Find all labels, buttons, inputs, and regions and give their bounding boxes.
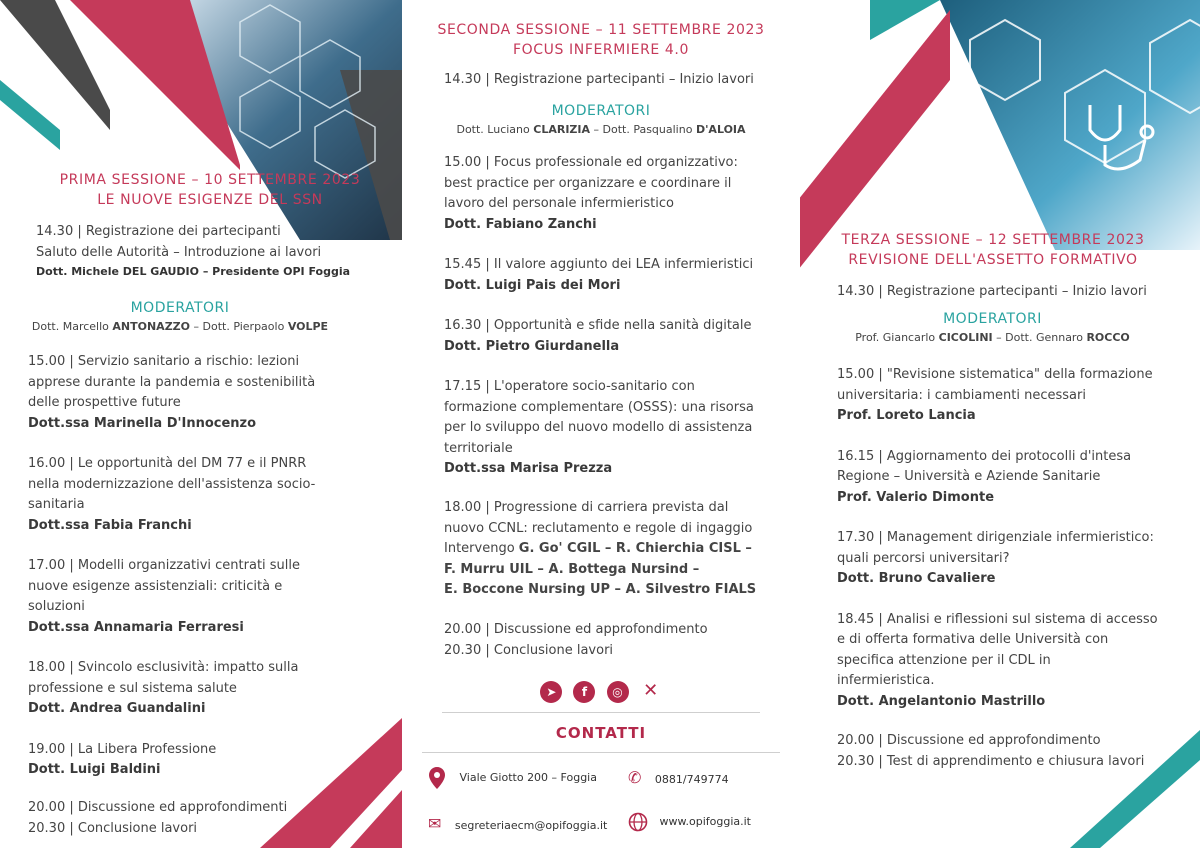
speaker-name: Dott.ssa Annamaria Ferraresi	[28, 619, 244, 635]
speaker-name: Dott. Pietro Giurdanella	[444, 338, 620, 354]
speakers-line: G. Go' CGIL – R. Chierchia CISL –	[518, 541, 752, 556]
phone-icon: ✆	[628, 768, 642, 787]
program-item-career	[444, 498, 796, 601]
instagram-icon[interactable]: ◎	[607, 681, 629, 703]
item-line: universitaria: i cambiamenti necessari	[837, 387, 1086, 403]
program-item	[837, 610, 1197, 713]
closing-block	[28, 798, 388, 839]
intervengo-label: Intervengo	[444, 541, 519, 556]
opening-time: 14.30 | Registrazione dei partecipanti	[36, 224, 281, 239]
program-item	[28, 740, 388, 781]
item-line: 15.00 | Focus professionale ed organizzativo:	[444, 155, 738, 170]
closing-line: 20.30 | Conclusione lavori	[28, 820, 198, 836]
address-text: Viale Giotto 200 – Foggia	[459, 771, 597, 784]
moderators-title: MODERATORI	[130, 300, 230, 316]
speaker-name: Dott. Andrea Guandalini	[28, 701, 206, 716]
item-line: 18.00 | Svincolo esclusività: impatto sulla	[28, 660, 299, 675]
teal-stripe	[0, 80, 60, 150]
moderator-prefix: Prof. Giancarlo	[855, 331, 939, 344]
speaker-name: Dott.ssa Fabia Franchi	[28, 517, 192, 533]
item-line: delle prospettive future	[28, 395, 181, 410]
closing-line: 20.00 | Discussione ed approfondimento	[444, 622, 708, 637]
program-item	[444, 153, 794, 235]
panel-second-session	[402, 0, 800, 848]
telegram-icon[interactable]: ➤	[540, 681, 562, 703]
item-line: lavoro del personale infermieristico	[444, 196, 674, 211]
address-block	[428, 766, 597, 790]
speaker-name: Dott. Fabiano Zanchi	[444, 216, 597, 232]
moderator-surname: D'ALOIA	[695, 123, 746, 136]
speaker-name: Prof. Valerio Dimonte	[837, 489, 995, 505]
moderator-prefix: Dott. Luciano	[456, 123, 534, 136]
session-subtitle: LE NUOVE ESIGENZE DEL SSN	[97, 192, 323, 208]
globe-icon	[628, 812, 648, 832]
moderators-names	[800, 331, 1185, 344]
program-list	[837, 365, 1197, 732]
email-block	[428, 814, 607, 833]
item-line: 17.15 | L'operatore socio-sanitario con	[444, 379, 695, 394]
moderator-prefix: Dott. Marcello	[31, 320, 113, 333]
opening-speaker: Dott. Michele DEL GAUDIO – Presidente OPI Foggia	[36, 265, 351, 278]
item-line: territoriale	[444, 440, 513, 456]
mail-icon: ✉	[428, 814, 442, 833]
item-line: nuove esigenze assistenziali: criticità e	[28, 578, 283, 594]
speakers-line: E. Boccone Nursing UP – A. Silvestro FIALS	[444, 582, 757, 597]
item-line: 15.45 | Il valore aggiunto dei LEA infermieristici	[444, 257, 754, 272]
item-line: 18.00 | Progressione di carriera prevista dal	[444, 500, 729, 515]
item-line: 18.45 | Analisi e riflessioni sul sistema di accesso	[837, 611, 1158, 627]
moderator-prefix: – Dott. Pierpaolo	[190, 320, 288, 333]
item-line: infermieristica.	[837, 673, 935, 688]
moderators-names	[402, 123, 800, 136]
divider	[422, 752, 780, 753]
speaker-name: Dott. Luigi Baldini	[28, 762, 161, 777]
item-line: per lo sviluppo del nuovo modello di assistenza	[444, 420, 753, 435]
speakers-line: F. Murru UIL – A. Bottega Nursind –	[444, 561, 700, 577]
item-line: 16.30 | Opportunità e sfide nella sanità digitale	[444, 318, 752, 333]
item-line: specifica attenzione per il CDL in	[837, 652, 1051, 668]
moderator-surname: ANTONAZZO	[112, 320, 191, 333]
item-line: sanitaria	[28, 497, 85, 512]
item-line: quali percorsi universitari?	[837, 550, 1010, 566]
moderator-surname: CICOLINI	[938, 331, 993, 344]
item-line: soluzioni	[28, 599, 85, 614]
item-line: 17.00 | Modelli organizzativi centrati sulle	[28, 558, 301, 573]
session-date: TERZA SESSIONE – 12 SETTEMBRE 2023	[841, 232, 1145, 248]
program-item	[837, 528, 1197, 590]
closing-block	[444, 620, 794, 661]
closing-line: 20.00 | Discussione ed approfondimento	[837, 733, 1101, 748]
location-pin-icon	[428, 766, 446, 790]
item-line: apprese durante la pandemia e sostenibilità	[28, 374, 316, 390]
moderator-prefix: – Dott. Pasqualino	[590, 123, 696, 136]
panel-third-session	[800, 0, 1200, 848]
item-line: 16.15 | Aggiornamento dei protocolli d'intesa	[837, 448, 1132, 464]
teal-stripe-top	[870, 0, 940, 40]
session-subtitle: REVISIONE DELL'ASSETTO FORMATIVO	[848, 252, 1138, 268]
item-line	[444, 539, 796, 560]
website-block	[628, 812, 751, 832]
item-line: Regione – Università e Aziende Sanitarie	[837, 469, 1101, 484]
item-line: best practice per organizzare e coordinare il	[444, 175, 732, 191]
session-date: PRIMA SESSIONE – 10 SETTEMBRE 2023	[59, 172, 361, 188]
session-title	[20, 170, 400, 210]
moderators-title: MODERATORI	[943, 311, 1042, 327]
item-line: e di offerta formativa delle Università con	[837, 632, 1109, 647]
moderator-surname: CLARIZIA	[533, 123, 590, 136]
item-line: nuovo CCNL: reclutamento e regole di ingaggio	[444, 520, 753, 536]
phone-block	[628, 768, 729, 787]
speaker-name: Dott. Angelantonio Mastrillo	[837, 693, 1046, 709]
social-icons	[402, 680, 800, 703]
moderators-names	[0, 320, 360, 333]
speaker-name: Prof. Loreto Lancia	[837, 408, 976, 423]
item-line: formazione complementare (OSSS): una risorsa	[444, 399, 754, 415]
program-item	[28, 556, 388, 638]
item-line: professione e sul sistema salute	[28, 680, 237, 696]
phone-text[interactable]: 0881/749774	[654, 773, 729, 786]
speaker-name: Dott. Bruno Cavaliere	[837, 571, 996, 586]
session-subtitle: FOCUS INFERMIERE 4.0	[512, 42, 689, 58]
program-item	[837, 365, 1197, 427]
closing-line: 20.00 | Discussione ed approfondimenti	[28, 800, 288, 815]
program-list	[28, 352, 388, 801]
closing-block	[837, 731, 1197, 772]
session-title	[840, 230, 1146, 270]
program-item	[444, 377, 794, 480]
opening-block	[36, 222, 396, 283]
item-line: 15.00 | Servizio sanitario a rischio: lezioni	[28, 354, 300, 369]
item-line: 17.30 | Management dirigenziale infermieristico:	[837, 530, 1154, 545]
program-item	[837, 447, 1197, 509]
item-line: 19.00 | La Libera Professione	[28, 741, 217, 757]
facebook-icon[interactable]: f	[573, 681, 595, 703]
panel-first-session	[0, 0, 402, 848]
program-list	[444, 153, 794, 500]
moderator-prefix: – Dott. Gennaro	[992, 331, 1087, 344]
program-item	[28, 352, 388, 434]
item-line: nella modernizzazione dell'assistenza socio-	[28, 476, 316, 492]
item-line: 16.00 | Le opportunità del DM 77 e il PNRR	[28, 456, 307, 471]
moderator-surname: VOLPE	[287, 320, 329, 333]
website-link[interactable]: www.opifoggia.it	[659, 815, 751, 828]
item-line: 15.00 | "Revisione sistematica" della formazione	[837, 367, 1153, 382]
speaker-name: Dott.ssa Marisa Prezza	[444, 461, 613, 476]
program-item	[444, 316, 794, 357]
opening-line: 14.30 | Registrazione partecipanti – Inizio lavori	[444, 72, 754, 87]
moderator-surname: ROCCO	[1086, 331, 1130, 344]
opening-line: Saluto delle Autorità – Introduzione ai lavori	[36, 244, 322, 260]
email-link[interactable]: segreteriaecm@opifoggia.it	[454, 819, 608, 832]
program-item	[28, 454, 388, 536]
program-item	[444, 255, 794, 296]
program-item	[28, 658, 388, 720]
speaker-name: Dott. Luigi Pais dei Mori	[444, 277, 621, 293]
closing-line: 20.30 | Conclusione lavori	[444, 642, 614, 658]
moderators-title: MODERATORI	[551, 103, 651, 119]
closing-line: 20.30 | Test di apprendimento e chiusura lavori	[837, 753, 1145, 769]
x-icon[interactable]: ✕	[640, 680, 662, 702]
contacts-title: CONTATTI	[555, 724, 647, 742]
session-title	[402, 20, 800, 60]
opening-line: 14.30 | Registrazione partecipanti – Inizio lavori	[837, 284, 1147, 299]
divider	[442, 712, 760, 713]
speaker-name: Dott.ssa Marinella D'Innocenzo	[28, 415, 257, 431]
session-date: SECONDA SESSIONE – 11 SETTEMBRE 2023	[437, 22, 765, 38]
